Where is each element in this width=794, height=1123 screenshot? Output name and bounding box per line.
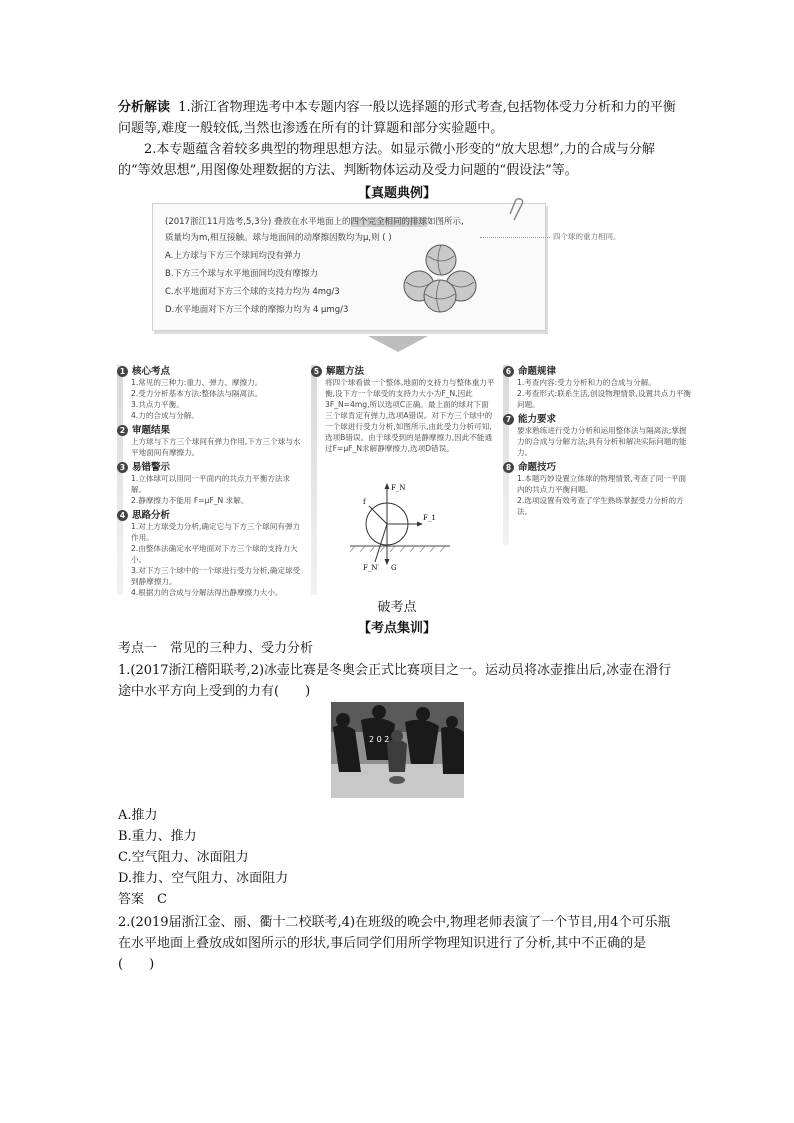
card-stem-line2: 质量均为m,相互接触。球与地面间的动摩擦因数均为μ,则 ( ) (165, 233, 392, 243)
step-5-title: 解题方法 (326, 366, 365, 377)
paperclip-icon (509, 198, 527, 222)
card-stem-highlight: 四个完全相同的排球 (350, 217, 428, 227)
exam-question-card (152, 203, 546, 331)
question-2-stem: 2.(2019届浙江金、丽、衢十二校联考,4)在班级的晚会中,物理老师表演了一个节目,用4个可乐瓶在水平地面上叠放成如图所示的形状,事后同学们用所学物理知识进行了分析,其中不正确的是( ) (118, 915, 671, 972)
intro-paragraph-1 (118, 97, 678, 139)
middle-column (311, 364, 496, 458)
section-subtitle-training: 【考点集训】 (357, 621, 436, 636)
card-option-d: D.水平地面对下方三个球的摩擦力均为 4 μmg/3 (165, 305, 349, 315)
card-stem-b: 如图所示, (427, 217, 464, 227)
card-stem-a: 叠放在水平地面上的 (274, 217, 351, 227)
card-option-b: B.下方三个球与水平地面间均没有摩擦力 (165, 269, 319, 279)
step-1-badge: 1 (117, 366, 128, 377)
step-6-badge: 6 (503, 366, 514, 377)
curling-photo (331, 702, 464, 798)
question-1-option-c: C.空气阻力、冰面阻力 (118, 850, 249, 865)
step-6-title: 命题规律 (518, 366, 557, 377)
step-2-badge: 2 (117, 425, 128, 436)
card-option-a: A.上方球与下方三个球间均没有弹力 (165, 251, 301, 261)
question-1-option-b: B.重力、推力 (118, 829, 197, 844)
stacked-balls-figure (403, 236, 478, 316)
force-label-f: f (363, 498, 366, 506)
question-1-stem: 1.(2017浙江稽阳联考,2)冰壶比赛是冬奥会正式比赛项目之一。运动员将冰壶推出后,冰壶在滑行途中水平方向上受到的力有( ) (118, 663, 672, 699)
photo-jersey-number: 2 0 2 (369, 735, 390, 744)
force-label-fn: F_N (391, 484, 406, 492)
step-7-title: 能力要求 (518, 414, 557, 425)
question-1-option-d: D.推力、空气阻力、冰面阻力 (118, 871, 289, 886)
force-label-g: G (391, 564, 397, 572)
section-title-real-exam: 【真题典例】 (357, 186, 436, 201)
step-7-body: 要求熟练进行受力分析和运用整体法与隔离法;掌握力的合成与分解方法;具有分析和解决实际问题的能力。 (517, 426, 687, 457)
question-1-answer: 答案 C (118, 892, 167, 907)
card-note-line (480, 237, 550, 238)
step-7-badge: 7 (503, 414, 514, 425)
step-4-badge: 4 (117, 510, 128, 521)
card-side-note: 四个球的重力相同。 (553, 232, 621, 241)
force-label-f1: F_1 (423, 514, 436, 522)
step-2-title: 审题结果 (132, 425, 171, 436)
intro-label: 分析解读 (118, 100, 171, 115)
topic-1-heading: 考点一 常见的三种力、受力分析 (118, 641, 314, 656)
step-8-badge: 8 (503, 462, 514, 473)
step-3-body: 1.立体球可以用同一平面内的共点力平衡方法求解。 2.静摩擦力不能用 F=μF_N 求解。 (131, 474, 291, 505)
step-5-badge: 5 (311, 366, 322, 377)
step-4-body: 1.对上方球受力分析,确定它与下方三个球间有弹力作用。 2.由整体法确定水平地面对下方三个球的支持力大小。 3.对下方三个球中的一个球进行受力分析,确定球受到静摩擦力。 4.根据力的合成与分解法得出静摩擦力大小。 (131, 522, 301, 597)
step-1-body: 1.常见的三种力:重力、弹力、摩擦力。 2.受力分析基本方法:整体法与隔离法。 3.共点力平衡。 4.力的合成与分解。 (131, 378, 263, 420)
down-arrow-shape (368, 336, 428, 352)
step-5-body: 将四个球看做一个整体,地面的支持力与整体重力平衡,设下方一个球受的支持力大小为F_N,因此3F_N=4mg,所以选项C正确。最上面的球对下面三个球肯定有弹力,选项A错误。对下方三个球中的一个球进行受力分析,如图所示,由此受力分析可知,选项B错误。由于球受到的是静摩擦力,因此不能通过F=μF_N求解静摩擦力,选项D错误。 (325, 378, 495, 453)
card-source: (2017浙江11月选考,5,3分) (165, 217, 272, 227)
card-option-c: C.水平地面对下方三个球的支持力均为 4mg/3 (165, 287, 340, 297)
step-8-body: 1.本题巧妙设置立体球的物理情景,考查了同一平面内的共点力平衡问题。 2.选项设置有效考查了学生熟练掌握受力分析的方法。 (517, 474, 687, 516)
left-column (117, 364, 302, 602)
force-diagram (345, 478, 455, 574)
force-label-fn2: F_N′ (363, 564, 380, 572)
step-6-body: 1.考查内容:受力分析和力的合成与分解。 2.考查形式:联系生活,创设物理情景,设置共点力平衡问题。 (517, 378, 692, 409)
section-title-break-points: 破考点 (377, 600, 417, 615)
step-3-badge: 3 (117, 462, 128, 473)
intro-paragraph-2: 2.本专题蕴含着较多典型的物理思想方法。如显示微小形变的“放大思想”,力的合成与分解的“等效思想”,用图像处理数据的方法、判断物体运动及受力问题的“假设法”等。 (118, 142, 655, 178)
question-1-option-a: A.推力 (118, 808, 158, 823)
intro-text-1: 1.浙江省物理选考中本专题内容一般以选择题的形式考查,包括物体受力分析和力的平衡问题等,难度一般较低,当然也渗透在所有的计算题和部分实验题中。 (118, 100, 676, 136)
step-1-title: 核心考点 (132, 366, 171, 377)
step-8-title: 命题技巧 (518, 462, 557, 473)
right-column (503, 364, 693, 521)
step-3-title: 易错警示 (132, 462, 171, 473)
step-2-body: 上方球与下方三个球间有弹力作用,下方三个球与水平地面间有摩擦力。 (131, 437, 301, 457)
step-4-title: 思路分析 (132, 510, 171, 521)
